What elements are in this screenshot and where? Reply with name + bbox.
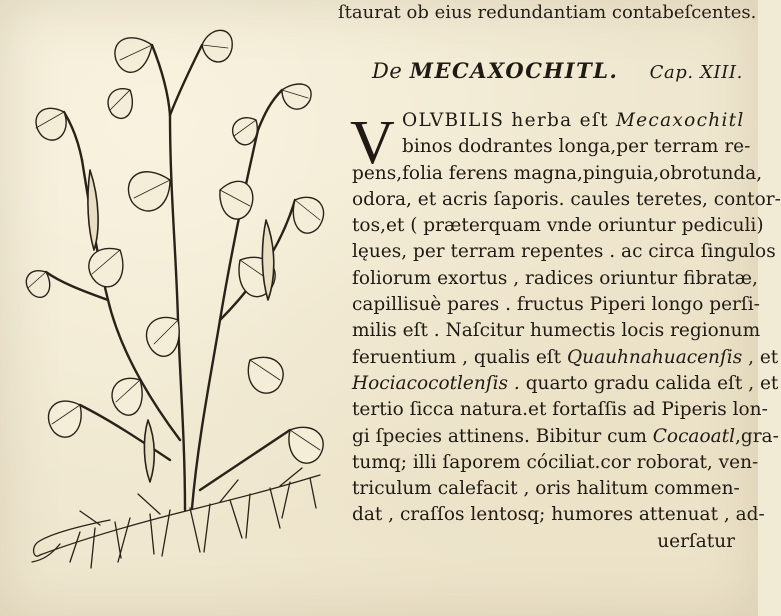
text-line: tos,et ( præterquam vnde oriuntur pediculi)	[352, 215, 764, 237]
text-line: dat , craſſos lentosq; humores attenuat , ad-	[352, 504, 765, 526]
text-line: OLVBILIS herba eſt Mecaxochitl	[402, 110, 745, 131]
chapter-body	[352, 108, 781, 555]
text-line: lęues, per terram repentes . ac circa ſingulos	[352, 241, 776, 263]
roots	[32, 468, 320, 568]
heading-plant-name: MECAXOCHITL.	[409, 58, 619, 83]
chapter-heading	[372, 58, 743, 83]
catchword: uerſatur	[657, 530, 735, 552]
text-line: gi ſpecies attinens. Bibitur cum Cocaoatl,gra-	[352, 425, 779, 447]
text-line: binos dodrantes longa,per terram re-	[402, 136, 751, 158]
text-line: pens,folia ferens magna,pinguia,obrotunda,	[352, 162, 763, 184]
heading-chapter-number: Cap. XIII.	[649, 62, 743, 83]
text-line: milis eſt . Naſcitur humectis locis regionum	[352, 320, 761, 342]
text-line: tertio ſicca natura.et fortaſſis ad Piperis lon-	[352, 399, 768, 421]
heading-prefix: De	[372, 59, 403, 83]
text-line: odora, et acris ſaporis. caules teretes, contor-	[352, 188, 781, 210]
text-line: triculum calefacit , oris halitum commen-	[352, 478, 740, 500]
text-line: capillisuè pares . fructus Piperi longo perſi-	[352, 294, 760, 316]
text-line: tumq; illi ſaporem cóciliat.cor roborat, ven-	[352, 451, 759, 473]
plant-illustration	[20, 20, 340, 580]
text-line: feruentium , qualis eſt Quauhnahuacenſis , et	[352, 346, 779, 368]
text-line: Hociacocotlenſis . quarto gradu calida eſt , et	[352, 372, 779, 394]
text-line: foliorum exortus , radices oriuntur fibratæ,	[352, 267, 758, 289]
drop-cap: V	[350, 109, 395, 177]
previous-chapter-last-line: ſtaurat ob eius redundantiam contabeſcentes.	[338, 2, 757, 23]
